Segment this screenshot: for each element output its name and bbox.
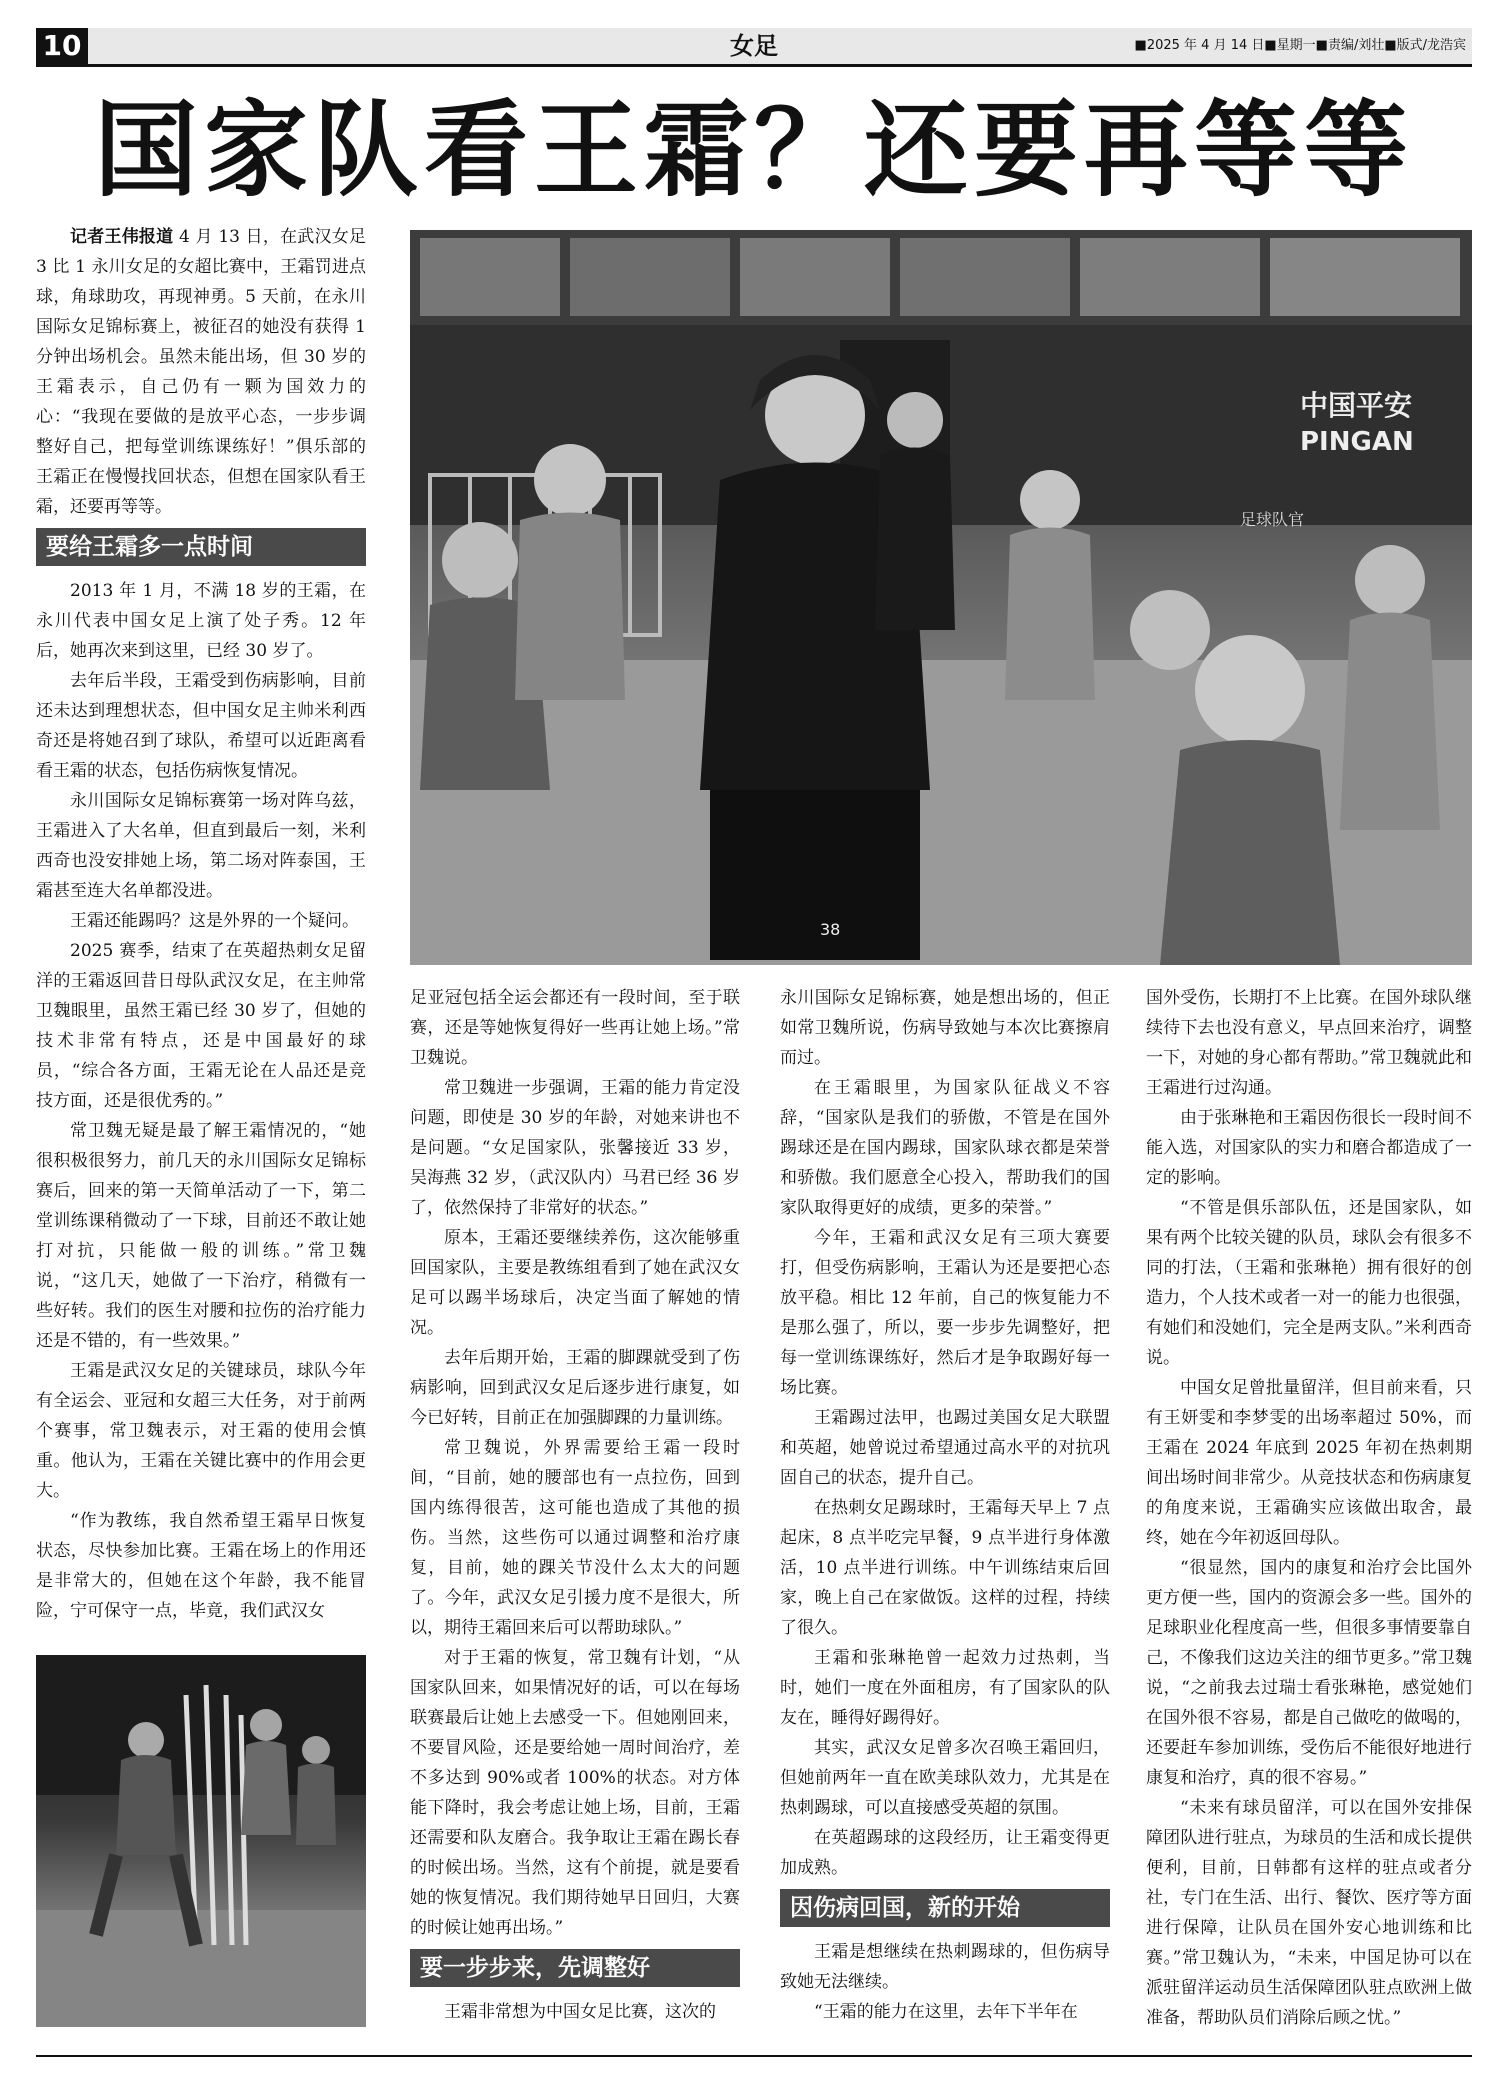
paragraph: 去年后期开始，王霜的脚踝就受到了伤病影响，回到武汉女足后逐步进行康复，如今已好转，目前正在加强脚踝的力量训练。 [410,1348,740,1428]
paragraph: “作为教练，我自然希望王霜早日恢复状态，尽快参加比赛。王霜在场上的作用还是非常大的，但她在这个年龄，我不能冒险，宁可保守一点，毕竟，我们武汉女 [36,1511,366,1621]
footer-rule [36,2055,1472,2057]
training-photo-illustration [36,1655,366,2027]
main-photo-illustration [410,230,1472,965]
paragraph: “未来有球员留洋，可以在国外安排保障团队进行驻点，为球员的生活和成长提供便利，目前，日韩都有这样的驻点或者分社，专门在生活、出行、餐饮、医疗等方面进行保障，让队员在国外安心地训练和比赛。”常卫魏认为，“未来，中国足协可以在派驻留洋运动员生活保障团队驻点欧洲上做准备，帮助队员们消除后顾之忧。” [1146,1798,1472,2028]
paragraph: 常卫魏进一步强调，王霜的能力肯定没问题，即使是 30 岁的年龄，对她来讲也不是问题。“女足国家队，张馨接近 33 岁，吴海燕 32 岁，（武汉队内）马君已经 36 岁了，依然保持了非常好的状态。” [410,1078,740,1218]
column-3 [780,983,1110,2027]
paragraph: 王霜和张琳艳曾一起效力过热刺，当时，她们一度在外面租房，有了国家队的队友在，睡得好踢得好。 [780,1648,1110,1728]
bus-logo-en: PINGAN [1300,427,1414,457]
column-2 [410,983,740,2027]
paragraph: 去年后半段，王霜受到伤病影响，目前还未达到理想状态，但中国女足主帅米利西奇还是将她召到了球队，希望可以近距离看看王霜的状态，包括伤病恢复情况。 [36,671,366,781]
paragraph: “不管是俱乐部队伍，还是国家队，如果有两个比较关键的队员，球队会有很多不同的打法，（王霜和张琳艳）拥有很好的创造力，个人技术或者一对一的能力也很强，有她们和没她们，完全是两支队。”米利西奇说。 [1146,1198,1472,1368]
training-photo [36,1655,366,2027]
paragraph: “王霜的能力在这里，去年下半年在 [814,2002,1078,2022]
paragraph: 永川国际女足锦标赛，她是想出场的，但正如常卫魏所说，伤病导致她与本次比赛擦肩而过。 [780,988,1110,1068]
column-4 [1146,983,1472,2033]
paragraph: 2013 年 1 月，不满 18 岁的王霜，在永川代表中国女足上演了处子秀。12 年后，她再次来到这里，已经 30 岁了。 [36,581,366,661]
issue-meta: ■2025 年 4 月 14 日■星期一■责编/刘壮■版式/龙浩宾 [1134,38,1466,53]
headline: 国家队看王霜？还要再等等 [93,88,1414,211]
paragraph: 今年，王霜和武汉女足有三项大赛要打，但受伤病影响，王霜认为还是要把心态放平稳。相比 12 年前，自己的恢复能力不是那么强了，所以，要一步步先调整好，把每一堂训练课练好，然后才是争取踢好每一场比赛。 [780,1228,1110,1398]
section-title: 女足 [730,32,778,60]
paragraph: 永川国际女足锦标赛第一场对阵乌兹，王霜进入了大名单，但直到最后一刻，米利西奇也没安排她上场，第二场对阵泰国，王霜甚至连大名单都没进。 [36,791,366,901]
paragraph: 对于王霜的恢复，常卫魏有计划，“从国家队回来，如果情况好的话，可以在每场联赛最后让她上去感受一下。但她刚回来，不要冒风险，还是要给她一周时间治疗，差不多达到 90%或者 100%的状态。对方体能下降时，我会考虑让她上场，目前，王霜还需要和队友磨合。我争取让王霜在踢长春的时候出场。当然，这有个前提，就是要看她的恢复情况。我们期待她早日回归，大赛的时候让她再出场。” [410,1648,740,1938]
paragraph: 在热刺女足踢球时，王霜每天早上 7 点起床，8 点半吃完早餐，9 点半进行身体激活，10 点半进行训练。中午训练结束后回家，晚上自己在家做饭。这样的过程，持续了很久。 [780,1498,1110,1638]
paragraph: 常卫魏说，外界需要给王霜一段时间，“目前，她的腰部也有一点拉伤，回到国内练得很苦，这可能也造成了其他的损伤。当然，这些伤可以通过调整和治疗康复，目前，她的踝关节没什么太大的问题了。今年，武汉女足引援力度不是很大，所以，期待王霜回来后可以帮助球队。” [410,1438,740,1638]
page-header [36,28,1472,67]
column-1 [36,222,366,1626]
lead-text: 4 月 13 日，在武汉女足 3 比 1 永川女足的女超比赛中，王霜罚进点球，角球助攻，再现神勇。5 天前，在永川国际女足锦标赛上，被征召的她没有获得 1 分钟出场机会。虽然未能出场，但 30 岁的王霜表示，自己仍有一颗为国效力的心：“我现在要做的是放平心态，一步步调整好自己，把每堂训练课练好！”俱乐部的王霜正在慢慢找回状态，但想在国家队看王霜，还要再等等。 [36,227,366,517]
byline: 记者王伟报道 [70,227,174,247]
paragraph: 在英超踢球的这段经历，让王霜变得更加成熟。 [780,1828,1110,1878]
main-photo [410,230,1472,965]
subhead-2: 要一步步来，先调整好 [410,1949,740,1987]
subhead-1: 要给王霜多一点时间 [36,528,366,566]
paragraph: 王霜是想继续在热刺踢球的，但伤病导致她无法继续。 [780,1942,1110,1992]
paragraph: 王霜非常想为中国女足比赛，这次的 [444,2002,716,2022]
paragraph: 足亚冠包括全运会都还有一段时间，至于联赛，还是等她恢复得好一些再让她上场。”常卫魏说。 [410,988,740,1068]
paragraph: 由于张琳艳和王霜因伤很长一段时间不能入选，对国家队的实力和磨合都造成了一定的影响。 [1146,1108,1472,1188]
lead-paragraph [36,222,366,522]
paragraph: 中国女足曾批量留洋，但目前来看，只有王妍雯和李梦雯的出场率超过 50%，而王霜在 2024 年底到 2025 年初在热刺期间出场时间非常少。从竞技状态和伤病康复的角度来说，王霜确实应该做出取舍，最终，她在今年初返回母队。 [1146,1378,1472,1548]
subhead-3: 因伤病回国，新的开始 [780,1889,1110,1927]
paragraph: 王霜还能踢吗？这是外界的一个疑问。 [70,911,359,931]
page-number: 10 [36,28,88,64]
paragraph: 常卫魏无疑是最了解王霜情况的，“她很积极很努力，前几天的永川国际女足锦标赛后，回来的第一天简单活动了一下，第二堂训练课稍微动了一下球，目前还不敢让她打对抗，只能做一般的训练。”常卫魏说，“这几天，她做了一下治疗，稍微有一些好转。我们的医生对腰和拉伤的治疗能力还是不错的，有一些效果。” [36,1121,366,1351]
bus-logo-cn: 中国平安 [1300,389,1413,422]
bus-side-text: 足球队官 [1240,510,1305,529]
paragraph: 2025 赛季，结束了在英超热刺女足留洋的王霜返回昔日母队武汉女足，在主帅常卫魏眼里，虽然王霜已经 30 岁了，但她的技术非常有特点，还是中国最好的球员，“综合各方面，王霜无论在人品还是竞技方面，还是很优秀的。” [36,941,366,1111]
paragraph: “很显然，国内的康复和治疗会比国外更方便一些，国内的资源会多一些。国外的足球职业化程度高一些，但很多事情要靠自己，不像我们这边关注的细节更多。”常卫魏说，“之前我去过瑞士看张琳艳，感觉她们在国外很不容易，都是自己做吃的做喝的，还要赶车参加训练，受伤后不能很好地进行康复和治疗，真的很不容易。” [1146,1558,1472,1788]
paragraph: 国外受伤，长期打不上比赛。在国外球队继续待下去也没有意义，早点回来治疗，调整一下，对她的身心都有帮助。”常卫魏就此和王霜进行过沟通。 [1146,988,1472,1098]
paragraph: 原本，王霜还要继续养伤，这次能够重回国家队，主要是教练组看到了她在武汉女足可以踢半场球后，决定当面了解她的情况。 [410,1228,740,1338]
paragraph: 王霜踢过法甲，也踢过美国女足大联盟和英超，她曾说过希望通过高水平的对抗巩固自己的状态，提升自己。 [780,1408,1110,1488]
paragraph: 其实，武汉女足曾多次召唤王霜回归，但她前两年一直在欧美球队效力，尤其是在热刺踢球，可以直接感受英超的氛围。 [780,1738,1110,1818]
paragraph: 在王霜眼里，为国家队征战义不容辞，“国家队是我们的骄傲，不管是在国外踢球还是在国内踢球，国家队球衣都是荣誉和骄傲。我们愿意全心投入，帮助我们的国家队取得更好的成绩，更多的荣誉。” [780,1078,1110,1218]
jersey-number: 38 [820,920,841,939]
paragraph: 王霜是武汉女足的关键球员，球队今年有全运会、亚冠和女超三大任务，对于前两个赛事，常卫魏表示，对王霜的使用会慎重。他认为，王霜在关键比赛中的作用会更大。 [36,1361,366,1501]
